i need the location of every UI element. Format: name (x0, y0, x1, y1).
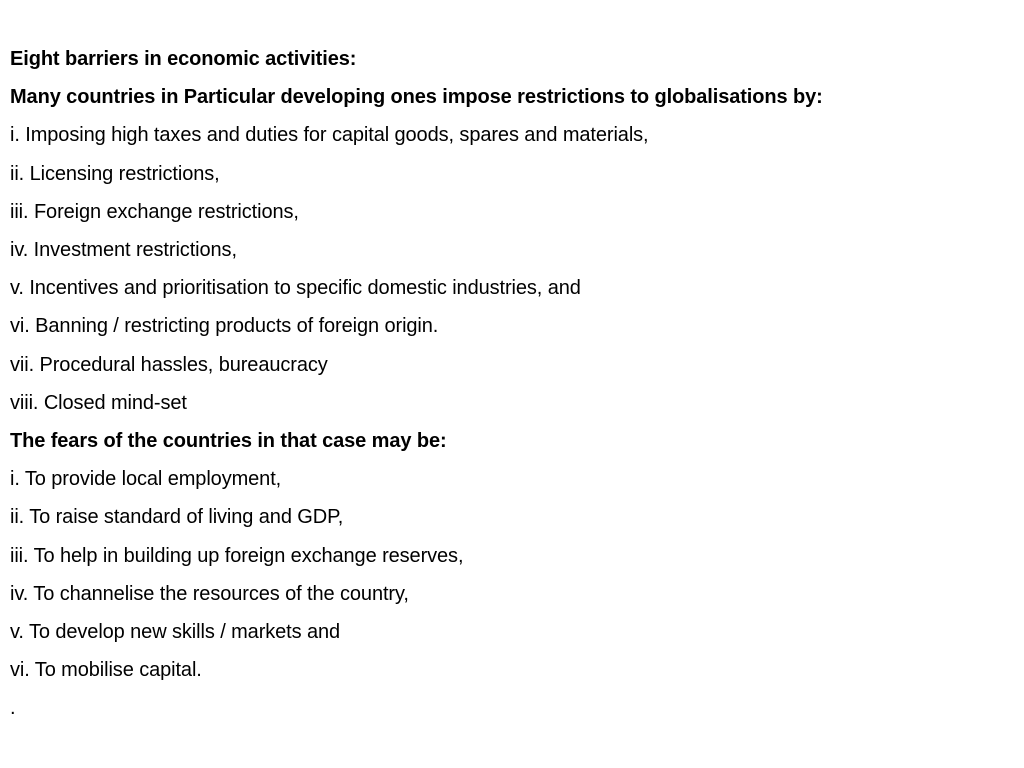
fears-list (10, 460, 1010, 689)
fear-item: v. To develop new skills / markets and (10, 621, 341, 644)
fear-item: iii. To help in building up foreign exchange reserves, (10, 544, 464, 567)
fear-item: ii. To raise standard of living and GDP, (10, 506, 344, 529)
barrier-item: vii. Procedural hassles, bureaucracy (10, 353, 328, 376)
barrier-item: vi. Banning / restricting products of foreign origin. (10, 315, 439, 338)
slide-text-body (10, 40, 1010, 728)
fear-item: i. To provide local employment, (10, 468, 282, 491)
barrier-item: i. Imposing high taxes and duties for capital goods, spares and materials, (10, 124, 649, 147)
fears-heading: The fears of the countries in that case may be: (10, 430, 447, 453)
barrier-item: iv. Investment restrictions, (10, 239, 237, 262)
barriers-intro: Many countries in Particular developing ones impose restrictions to globalisations by: (10, 86, 823, 109)
barrier-item: v. Incentives and prioritisation to specific domestic industries, and (10, 277, 581, 300)
barrier-item: iii. Foreign exchange restrictions, (10, 200, 299, 223)
fear-item: vi. To mobilise capital. (10, 659, 202, 682)
barriers-list (10, 116, 1010, 422)
barrier-item: ii. Licensing restrictions, (10, 162, 220, 185)
fear-item: iv. To channelise the resources of the country, (10, 582, 409, 605)
trailing-period: . (10, 697, 16, 720)
barrier-item: viii. Closed mind-set (10, 391, 187, 414)
barriers-heading: Eight barriers in economic activities: (10, 48, 357, 70)
